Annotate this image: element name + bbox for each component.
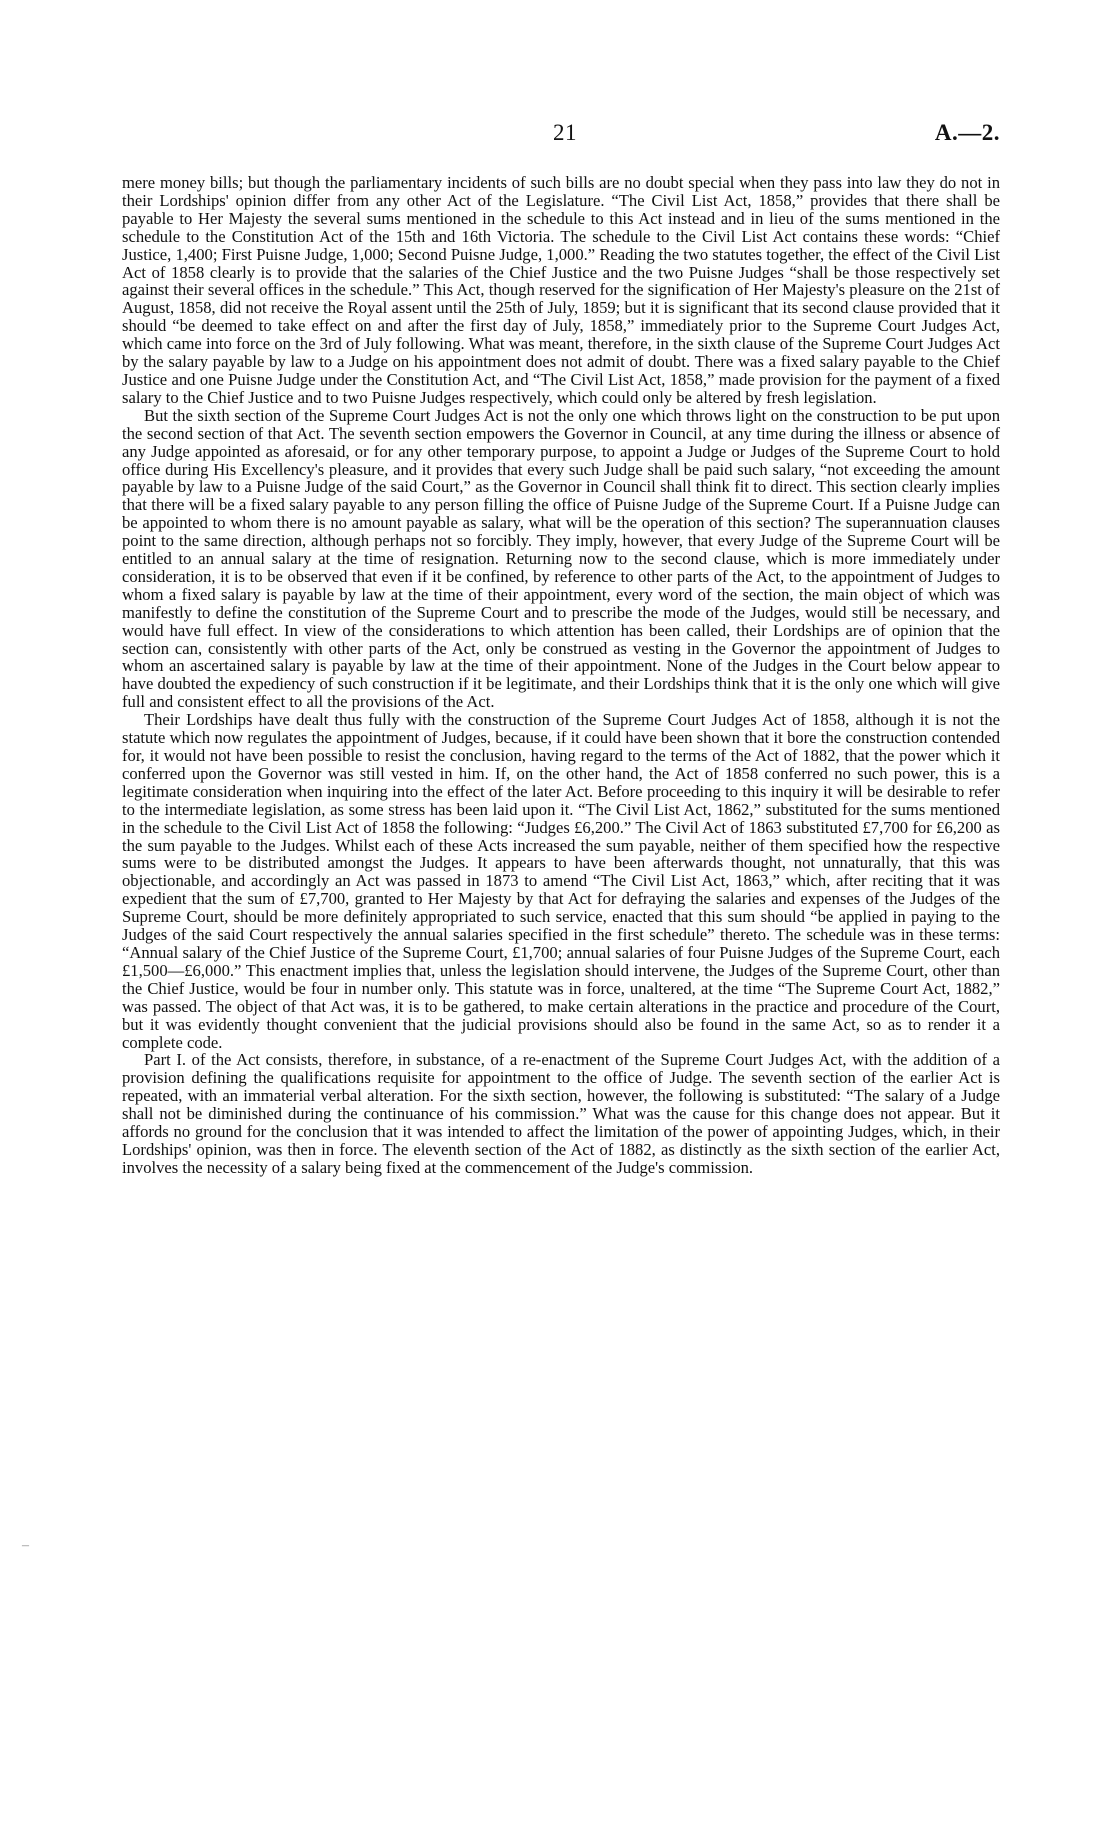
paragraph-3: Their Lordships have dealt thus fully with the construction of the Supreme Court Judges Act of 1858, although it is not the statute which now regulates the appointment of Judges, because, if it could have been shown that it bore the construction contended for, it would not have been possible to resist the conclusion, having regard to the terms of the Act of 1882, that the power which it conferred upon the Governor was still vested in him. If, on the other hand, the Act of 1858 conferred no such power, this is a legitimate consideration when inquiring into the effect of the later Act. Before proceeding to this inquiry it will be desirable to refer to the intermediate legislation, as some stress has been laid upon it. “The Civil List Act, 1862,” substituted for the sums mentioned in the schedule to the Civil List Act of 1858 the following: “Judges £6,200.” The Civil Act of 1863 substituted £7,700 for £6,200 as the sum payable to the Judges. Whilst each of these Acts increased the sum payable, neither of them specified how the respective sums were to be distributed amongst the Judges. It appears to have been afterwards thought, not unnaturally, that this was objectionable, and accordingly an Act was passed in 1873 to amend “The Civil List Act, 1863,” which, after reciting that it was expedient that the sum of £7,700, granted to Her Majesty by that Act for defraying the salaries and expenses of the Judges of the Supreme Court, should be more definitely appropriated to such service, enacted that this sum should “be applied in paying to the Judges of the said Court respectively the annual salaries specified in the first schedule” thereto. The schedule was in these terms: “Annual salary of the Chief Justice of the Supreme Court, £1,700; annual salaries of four Puisne Judges of the Supreme Court, each £1,500—£6,000.” This enactment implies that, unless the legislation should intervene, the Judges of the Supreme Court, other than the Chief Justice, would be four in number only. This statute was in force, unaltered, at the time “The Supreme Court Act, 1882,” was passed. The object of that Act was, it is to be gathered, to make certain alterations in the practice and procedure of the Court, but it was evidently thought convenient that the judicial provisions should also be found in the same Act, so as to render it a complete code. <box>122 710 1000 1052</box>
paragraph-4: Part I. of the Act consists, therefore, in substance, of a re-enactment of the Supreme Court Judges Act, with the addition of a provision defining the qualifications requisite for appointment to the office of Judge. The seventh section of the earlier Act is repeated, with an immaterial verbal alteration. For the sixth section, however, the following is substituted: “The salary of a Judge shall not be diminished during the continuance of his commission.” What was the cause for this change does not appear. But it affords no ground for the conclusion that it was intended to affect the limitation of the power of appointing Judges, which, in their Lordships' opinion, was then in force. The eleventh section of the Act of 1882, as distinctly as the sixth section of the earlier Act, involves the necessity of a salary being fixed at the commencement of the Judge's commission. <box>122 1050 1000 1177</box>
document-reference: A.—2. <box>934 120 1000 145</box>
paragraph-1: mere money bills; but though the parliamentary incidents of such bills are no doubt special when they pass into law they do not in their Lordships' opinion differ from any other Act of the Legislature. “The Civil List Act, 1858,” provides that there shall be payable to Her Majesty the several sums mentioned in the schedule to this Act instead and in lieu of the sums mentioned in the schedule to the Constitution Act of the 15th and 16th Victoria. The schedule to the Civil List Act contains these words: “Chief Justice, 1,400; First Puisne Judge, 1,000; Second Puisne Judge, 1,000.” Reading the two statutes together, the effect of the Civil List Act of 1858 clearly is to provide that the salaries of the Chief Justice and the two Puisne Judges “shall be those respectively set against their several offices in the schedule.” This Act, though reserved for the signification of Her Majesty's pleasure on the 21st of August, 1858, did not receive the Royal assent until the 25th of July, 1859; but it is significant that its second clause provided that it should “be deemed to take effect on and after the first day of July, 1858,” immediately prior to the Supreme Court Judges Act, which came into force on the 3rd of July following. What was meant, therefore, in the sixth clause of the Supreme Court Judges Act by the salary payable by law to a Judge on his appointment does not admit of doubt. There was a fixed salary payable to the Chief Justice and one Puisne Judge under the Constitution Act, and “The Civil List Act, 1858,” made provision for the payment of a fixed salary to the Chief Justice and to two Puisne Judges respectively, which could only be altered by fresh legislation. <box>122 173 1000 407</box>
page-header <box>130 120 1000 152</box>
page-number: 21 <box>553 120 577 145</box>
margin-mark: – <box>22 1538 29 1553</box>
body-text <box>122 174 1000 1177</box>
paragraph-2: But the sixth section of the Supreme Court Judges Act is not the only one which throws light on the construction to be put upon the second section of that Act. The seventh section empowers the Governor in Council, at any time during the illness or absence of any Judge appointed as aforesaid, or for any other temporary purpose, to appoint a Judge or Judges of the Supreme Court to hold office during His Excellency's pleasure, and it provides that every such Judge shall be paid such salary, “not exceeding the amount payable by law to a Puisne Judge of the said Court,” as the Governor in Council shall think fit to direct. This section clearly implies that there will be a fixed salary payable to any person filling the office of Puisne Judge of the Supreme Court. If a Puisne Judge can be appointed to whom there is no amount payable as salary, what will be the operation of this section? The superannuation clauses point to the same direction, although perhaps not so forcibly. They imply, however, that every Judge of the Supreme Court will be entitled to an annual salary at the time of resignation. Returning now to the second clause, which is more immediately under consideration, it is to be observed that even if it be confined, by reference to other parts of the Act, to the appointment of Judges to whom a fixed salary is payable by law at the time of their appointment, every word of the section, the main object of which was manifestly to define the constitution of the Supreme Court and to prescribe the mode of the Judges, would still be necessary, and would have full effect. In view of the considerations to which attention has been called, their Lordships are of opinion that the section can, consistently with other parts of the Act, only be construed as vesting in the Governor the appointment of Judges to whom an ascertained salary is payable by law at the time of their appointment. None of the Judges in the Court below appear to have doubted the expediency of such construction if it be legitimate, and their Lordships think that it is the only one which will give full and consistent effect to all the provisions of the Act. <box>122 405 1000 712</box>
